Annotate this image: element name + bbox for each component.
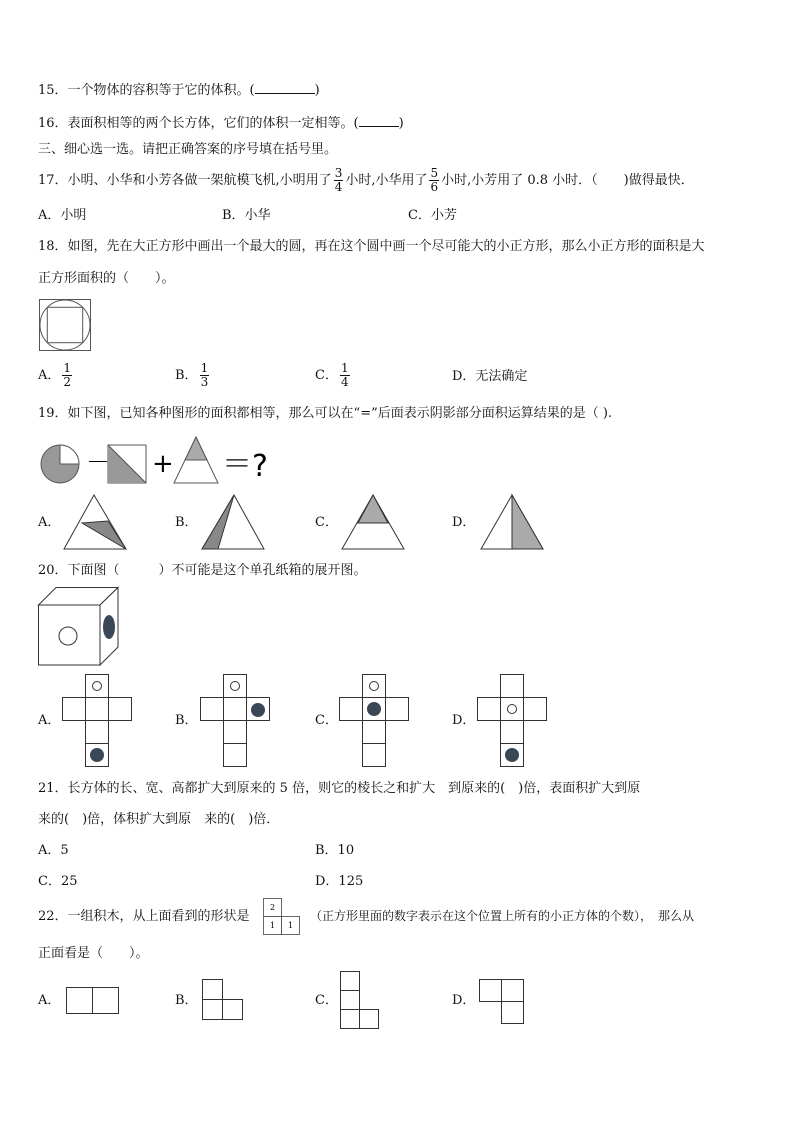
q22-top-view-grid	[263, 898, 303, 938]
q17-part1: 17．小明、小华和小芳各做一架航模飞机,小明用了	[38, 172, 332, 188]
q20-text: 20．下面图（ ）不可能是这个单孔纸箱的展开图。	[38, 563, 367, 578]
q18-square-circle-figure	[39, 299, 91, 351]
section-3-heading: 三、细心选一选。请把正确答案的序号填在括号里。	[38, 142, 338, 157]
q22-line1a: 22．一组积木，从上面看到的形状是	[38, 909, 250, 924]
minus-sign: －	[86, 448, 110, 476]
net-a-filled-hole	[90, 748, 104, 762]
q22-option-a-figure[interactable]	[66, 987, 120, 1015]
q21-option-b[interactable]: B．10	[315, 843, 355, 858]
q17-fraction-1	[334, 167, 344, 193]
net-b-open-hole	[231, 682, 240, 691]
q17-part2: 小时,小华用了	[345, 172, 428, 188]
q18-a-den: 2	[63, 374, 72, 389]
q19-option-a[interactable]: A．	[38, 515, 61, 530]
net-a-open-hole	[93, 682, 102, 691]
q22-option-d-figure[interactable]	[479, 979, 525, 1025]
q19-option-b-figure[interactable]	[200, 493, 266, 551]
q20-net-d[interactable]	[477, 674, 549, 768]
plus-sign: +	[152, 449, 174, 479]
q22-option-c-figure[interactable]	[340, 971, 380, 1029]
q18-option-c-label: C．	[315, 367, 338, 383]
triangle-d-shaded	[512, 495, 543, 549]
q17-f1-den: 4	[334, 179, 343, 194]
quarter-circle-white	[60, 445, 79, 464]
q20-net-c[interactable]	[339, 674, 411, 768]
q20-option-b[interactable]: B．	[175, 713, 198, 728]
small-square	[47, 307, 82, 342]
q20-net-a[interactable]	[62, 674, 134, 768]
question-17	[38, 162, 694, 198]
q19-option-d-figure[interactable]	[479, 493, 545, 551]
q18-line2: 正方形面积的（ ）。	[38, 271, 175, 286]
q19-option-d[interactable]: D．	[452, 515, 476, 530]
q21-option-c[interactable]: C．25	[38, 874, 78, 889]
q15-answer-blank[interactable]	[255, 93, 315, 94]
q18-option-a[interactable]	[38, 357, 74, 393]
q19-option-c-figure[interactable]	[340, 493, 406, 551]
net-c-open-hole	[370, 682, 379, 691]
q18-a-num: 1	[63, 360, 72, 375]
triangle-shaded-top	[185, 437, 207, 460]
q18-option-d[interactable]: D．无法确定	[452, 369, 528, 384]
net-d-filled-hole	[505, 748, 519, 762]
q21-option-d[interactable]: D．125	[315, 874, 364, 889]
triangle-c-shaded	[358, 495, 388, 523]
q22-line1b: （正方形里面的数字表示在这个位置上所有的小正方体的个数）， 那么从	[310, 909, 695, 923]
q20-option-a[interactable]: A．	[38, 713, 61, 728]
q17-fraction-2	[429, 167, 439, 193]
q22-line2: 正面看是（ ）。	[38, 946, 149, 961]
q17-option-c[interactable]: C．小芳	[408, 208, 457, 223]
q19-option-b[interactable]: B．	[175, 515, 198, 530]
q21-line2: 来的( )倍，体积扩大到原 来的( )倍．	[38, 812, 280, 827]
net-c-filled-hole	[367, 702, 381, 716]
grid-number-bottom-left: 1	[269, 921, 276, 930]
grid-number-bottom-right: 1	[287, 921, 294, 930]
q21-line1: 21．长方体的长、宽、高都扩大到原来的 5 倍，则它的棱长之和扩大 到原来的( )倍，表面积扩大到原	[38, 781, 641, 796]
equals-sign: ＝	[222, 447, 252, 482]
q22-option-a[interactable]: A．	[38, 993, 61, 1008]
q16-answer-blank[interactable]	[359, 126, 399, 127]
q18-option-c[interactable]	[315, 357, 352, 393]
q17-f2-num: 5	[430, 165, 439, 180]
q15-text: 15．一个物体的容积等于它的体积。(	[38, 83, 255, 98]
q18-b-num: 1	[200, 360, 209, 375]
q18-c-den: 4	[340, 374, 349, 389]
q17-f2-den: 6	[430, 179, 439, 194]
q18-option-b-label: B．	[175, 367, 198, 383]
q21-option-a[interactable]: A．5	[38, 843, 69, 858]
q15-close: )	[314, 83, 320, 98]
q16-close: )	[398, 116, 404, 131]
q17-part3: 小时,小芳用了 0.8 小时．（ )做得最快．	[441, 172, 694, 188]
q20-box-figure	[38, 587, 120, 669]
q16-text: 16．表面积相等的两个长方体，它们的体积一定相等。(	[38, 116, 359, 131]
q19-option-c[interactable]: C．	[315, 515, 338, 530]
q19-option-a-figure[interactable]	[62, 493, 128, 551]
question-15	[38, 84, 320, 97]
q20-net-b[interactable]	[200, 674, 272, 768]
box-hole-front	[59, 627, 77, 645]
q18-option-a-fraction	[62, 362, 72, 388]
q18-option-b-fraction	[200, 362, 210, 388]
q18-option-a-label: A．	[38, 367, 61, 383]
q17-f1-num: 3	[334, 165, 343, 180]
q18-c-num: 1	[340, 360, 349, 375]
q19-text: 19．如下图，已知各种图形的面积都相等，那么可以在“=”后面表示阴影部分面积运算结果的是（ ).	[38, 406, 613, 421]
q22-option-b[interactable]: B．	[175, 993, 198, 1008]
box-hole-side	[103, 615, 115, 639]
q17-option-a[interactable]: A．小明	[38, 208, 87, 223]
q18-b-den: 3	[200, 374, 209, 389]
q20-option-d[interactable]: D．	[452, 713, 476, 728]
q18-option-b[interactable]	[175, 357, 211, 393]
q22-option-c[interactable]: C．	[315, 993, 338, 1008]
net-b-filled-hole	[251, 703, 265, 717]
question-16	[38, 117, 404, 130]
question-mark: ?	[252, 449, 268, 484]
q17-option-b[interactable]: B．小华	[222, 208, 271, 223]
q22-option-d[interactable]: D．	[452, 993, 476, 1008]
q19-equation-figure	[40, 434, 280, 486]
q22-option-b-figure[interactable]	[202, 979, 244, 1021]
grid-number-top: 2	[269, 903, 276, 912]
q18-option-c-fraction	[340, 362, 350, 388]
q20-option-c[interactable]: C．	[315, 713, 338, 728]
q18-line1: 18．如图，先在大正方形中画出一个最大的圆，再在这个圆中画一个尽可能大的小正方形，那么小正方形的面积是大	[38, 239, 705, 254]
net-d-open-hole	[508, 705, 517, 714]
